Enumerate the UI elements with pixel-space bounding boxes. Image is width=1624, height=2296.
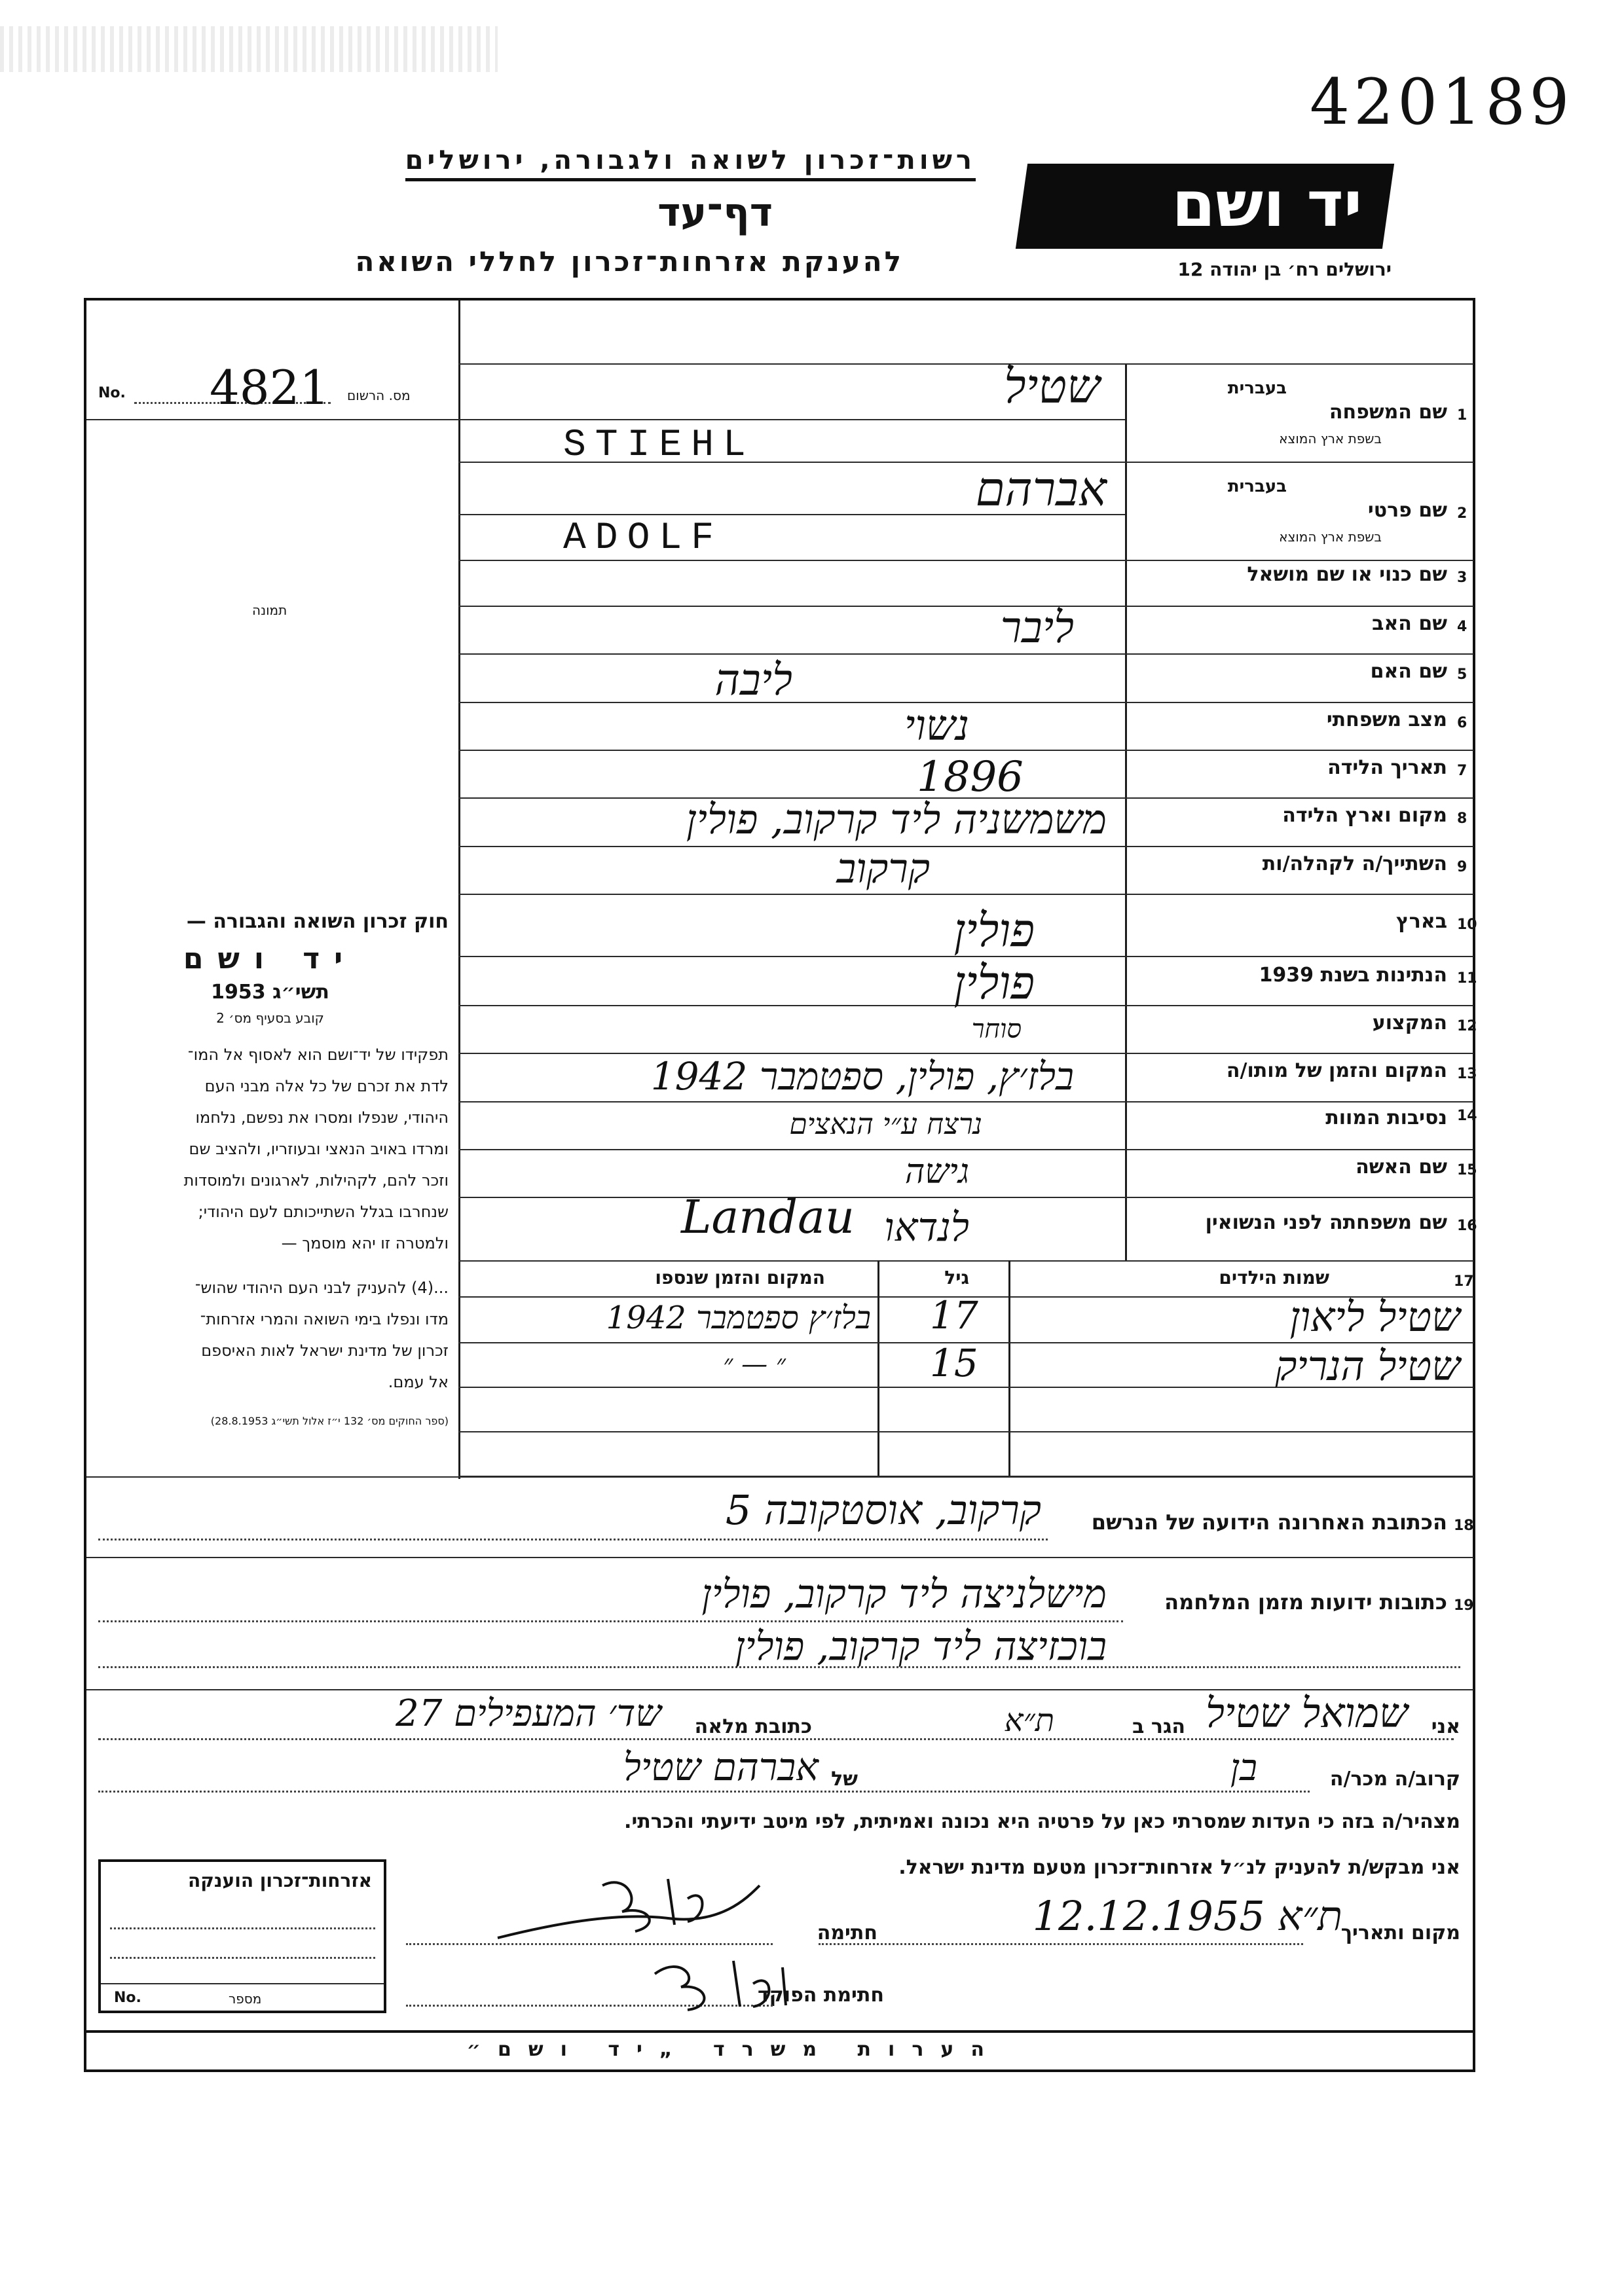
field-4-label: שם האב xyxy=(1372,612,1447,635)
decl-statement: מצהיר/ה בזה כי העדות שמסרתי כאן על פרטיה היא נכונה ואמיתית, לפי מיטב ידיעתי והכרתי. xyxy=(624,1810,1460,1833)
decl-of-label: של xyxy=(831,1768,858,1791)
field-13-number: 13 xyxy=(1457,1066,1477,1082)
address-line: ירושלים רח׳ בן יהודה 12 xyxy=(1177,259,1392,280)
law-line: שנחרבו בגלל השתייכותם לעם היהודי; xyxy=(198,1203,449,1221)
field-2-number: 2 xyxy=(1457,505,1467,522)
child-1-name: שטיל ליאון xyxy=(1289,1293,1460,1341)
granted-box xyxy=(98,1859,386,2013)
form-footer-band xyxy=(84,2033,1475,2072)
logo-text: יד ושם xyxy=(1172,168,1363,241)
law-paragraph-1 xyxy=(92,1039,449,1259)
field-2-sub-hebrew: בעברית xyxy=(1227,477,1287,496)
field-15-number: 15 xyxy=(1457,1162,1477,1178)
law-paragraph-2 xyxy=(92,1272,449,1398)
children-header-names: שמות הילדים xyxy=(1219,1267,1329,1288)
law-name: יד ושם xyxy=(183,942,358,975)
field-1-number: 1 xyxy=(1457,407,1467,424)
children-header-age: גיל xyxy=(944,1267,969,1288)
law-line: היהודי, שנפלו ומסרו את נפשם, נלחמו xyxy=(195,1108,449,1127)
officer-signature-mark xyxy=(642,1948,812,2020)
field-1-label: שם המשפחה xyxy=(1329,401,1447,424)
field-14-number: 14 xyxy=(1457,1108,1477,1124)
form-title: דף־עד xyxy=(657,190,773,236)
label-column-divider xyxy=(1125,363,1127,1260)
field-7-number: 7 xyxy=(1457,763,1467,779)
decl-ani: אני xyxy=(1431,1715,1460,1738)
field-18-dots xyxy=(98,1539,1048,1540)
decl-line-2-dots xyxy=(98,1791,1310,1793)
field-16-value-latin: Landau xyxy=(681,1190,855,1244)
decl-address: שד׳ המעפילים 27 xyxy=(396,1692,661,1735)
law-year: תשי״ג 1953 xyxy=(211,981,329,1004)
left-column-divider xyxy=(458,301,460,1479)
children-table-bottom xyxy=(86,1476,1473,1478)
law-line: זכרון של מדינת ישראל לאות האיספם xyxy=(201,1341,449,1360)
field-18-number: 18 xyxy=(1454,1518,1474,1534)
field-2-value-latin: ADOLF xyxy=(563,517,724,560)
field-12-label: המקצוע xyxy=(1372,1011,1447,1034)
decl-signature-label: חתימה xyxy=(817,1922,877,1944)
field-9-label: השתייך/ה לקהלה/ות xyxy=(1262,852,1447,875)
field-3-number: 3 xyxy=(1457,570,1467,586)
field-6-label: מצב משפחתי xyxy=(1326,708,1447,731)
field-5-value: ליבה xyxy=(714,655,792,705)
children-header-place-time: המקום והזמן שנספו xyxy=(655,1267,825,1288)
footer-notes: הערות משרד „יד ושם״ xyxy=(466,2038,1001,2061)
child-2-age: 15 xyxy=(930,1341,978,1385)
field-18-label: הכתובת האחרונה הידועה של הנרשם xyxy=(1091,1510,1447,1535)
scan-noise xyxy=(0,26,498,72)
field-8-number: 8 xyxy=(1457,811,1467,827)
decl-place-date-label: מקום ותאריך xyxy=(1340,1922,1460,1944)
photo-label: תמונה xyxy=(252,602,287,618)
row-18-bottom xyxy=(86,1557,1473,1558)
authority-title: רשות־זכרון לשואה ולגבורה, ירושלים xyxy=(405,145,976,181)
field-9-value: קרקוב xyxy=(836,845,930,892)
granted-dots xyxy=(110,1927,375,1929)
decl-city: ת״א xyxy=(1004,1702,1054,1739)
reg-no-label: No. xyxy=(98,385,126,401)
field-13-label: המקום והזמן של מותו/ה xyxy=(1226,1059,1447,1082)
children-col-divider-2 xyxy=(1008,1260,1010,1476)
field-11-number: 11 xyxy=(1457,970,1477,987)
law-title: חוק זכרון השואה והגבורה — xyxy=(186,910,449,933)
field-17-number: 17 xyxy=(1454,1273,1474,1290)
registration-underline xyxy=(86,419,458,420)
granted-mispar: מספר xyxy=(229,1991,262,2007)
field-11-label: הנתינות בשנת 1939 xyxy=(1259,964,1447,987)
field-18-value: קרקוב, אוסטקובה 5 xyxy=(725,1486,1041,1534)
field-16-label: שם משפחתה לפני הנשואין xyxy=(1205,1211,1447,1234)
law-line: מדו ונפלו בימי השואה והמרי אזרחות־ xyxy=(200,1310,449,1328)
field-2-label: שם פרטי xyxy=(1367,499,1447,522)
decl-request: אני מבקש/ת להעניק לנ״ל אזרחות־זכרון מטעם מדינת ישראל. xyxy=(898,1856,1460,1879)
field-1-value-latin: STIEHL xyxy=(563,424,755,467)
children-row-line xyxy=(458,1431,1473,1432)
field-3-label: שם כנוי או שם מושאל xyxy=(1247,563,1447,586)
law-line: תפקידו של יד־ושם הוא לאסוף אל המו־ xyxy=(187,1046,449,1064)
row-4-bottom xyxy=(458,653,1473,655)
law-line: ולמטרה זו יהא מוסמך — xyxy=(281,1234,449,1252)
field-9-number: 9 xyxy=(1457,859,1467,875)
decl-full-address-label: כתובת מלאה xyxy=(694,1715,812,1738)
child-1-place-time: בלז׳ץ ספטמבר 1942 xyxy=(606,1300,871,1336)
field-19-dots xyxy=(98,1620,1123,1622)
field-7-value: 1896 xyxy=(917,753,1024,801)
decl-line-1-dots xyxy=(98,1738,1454,1740)
field-4-value: ליבר xyxy=(1000,602,1074,653)
children-col-divider-1 xyxy=(877,1260,879,1476)
decl-relation: בן xyxy=(1230,1747,1257,1789)
field-14-label: נסיבות המוות xyxy=(1325,1106,1447,1129)
law-footnote: (ספר החוקים מס׳ 132 י״ז אלול תשי״ג 28.8.1953) xyxy=(210,1415,449,1427)
field-15-value: גישה xyxy=(904,1152,969,1192)
row-2-bottom xyxy=(458,560,1473,561)
decl-of-name: אברהם שטיל xyxy=(623,1745,819,1789)
field-8-value: משמשניה ליד קרקוב, פולין xyxy=(686,795,1107,843)
field-10-label: בארץ xyxy=(1395,910,1447,933)
field-7-label: תאריך הלידה xyxy=(1327,756,1447,779)
law-line: ...(4) להעניק לבני העם היהודי שהוש־ xyxy=(194,1279,449,1297)
law-line: וזכר להם, לקהילות, לארגונים ולמוסדות xyxy=(183,1171,449,1190)
field-4-number: 4 xyxy=(1457,619,1467,635)
field-6-number: 6 xyxy=(1457,715,1467,731)
archive-number: 420189 xyxy=(1310,65,1574,139)
field-12-number: 12 xyxy=(1457,1018,1477,1034)
granted-title: אזרחות־זכרון הוענקה xyxy=(188,1870,372,1891)
field-19-number: 19 xyxy=(1454,1597,1474,1614)
form-subtitle: להענקת אזרחות־זכרון לחללי השואה xyxy=(355,246,904,278)
row-15-bottom xyxy=(458,1197,1473,1198)
decl-officer-label: חתימת הפוקד xyxy=(758,1984,884,2007)
row-14-bottom xyxy=(458,1149,1473,1150)
child-2-place-time: ״ — ״ xyxy=(723,1349,786,1379)
field-2-sub-origin: בשפת ארץ המוצא xyxy=(1279,529,1382,545)
top-row-divider xyxy=(458,363,1473,365)
child-1-age: 17 xyxy=(930,1293,978,1338)
field-1-sub-hebrew: בעברית xyxy=(1227,378,1287,398)
law-line: אל עמם. xyxy=(388,1373,449,1391)
child-2-name: שטיל הנריק xyxy=(1275,1342,1460,1390)
decl-place-date-dots xyxy=(819,1943,1303,1945)
field-8-label: מקום וארץ הלידה xyxy=(1282,804,1447,827)
field-10-value: פולין xyxy=(953,903,1035,957)
field-19-line-2: בוכזיצה ליד קרקוב, פולין xyxy=(735,1624,1107,1669)
field-6-value: נשוי xyxy=(904,702,969,750)
field-1-value: שטיל xyxy=(1003,359,1100,414)
field-14-value: נרצח ע״י הנאצים xyxy=(789,1108,982,1141)
decl-place-date: ת״א 12.12.1955 xyxy=(1032,1892,1342,1940)
reg-label: מס. הרשום xyxy=(347,388,411,403)
decl-relation-label: קרוב/ה מכר/ה xyxy=(1329,1768,1460,1791)
row-8-bottom xyxy=(458,846,1473,847)
law-line: לדת את זכרם של כל אלה מבני העם xyxy=(204,1077,449,1095)
field-16-number: 16 xyxy=(1457,1218,1477,1234)
registration-block xyxy=(98,360,452,415)
field-5-number: 5 xyxy=(1457,666,1467,683)
row-16-bottom xyxy=(458,1260,1473,1262)
row-3-bottom xyxy=(458,606,1473,607)
row-1-midline xyxy=(458,419,1125,420)
granted-no-label: No. xyxy=(114,1990,141,2006)
field-1-sub-origin: בשפת ארץ המוצא xyxy=(1279,431,1382,446)
field-15-label: שם האשה xyxy=(1356,1156,1447,1178)
decl-declarant: שמואל שטיל xyxy=(1205,1689,1408,1737)
field-16-value: לנדאו xyxy=(884,1205,969,1250)
yad-vashem-logo xyxy=(1016,164,1394,249)
field-5-label: שם האם xyxy=(1370,660,1447,683)
granted-dots-2 xyxy=(110,1957,375,1959)
row-9-bottom xyxy=(458,894,1473,895)
row-13-bottom xyxy=(458,1101,1473,1102)
field-13-value: בלז׳ץ, פולין, ספטמבר 1942 xyxy=(650,1054,1074,1099)
granted-divider xyxy=(101,1983,384,1984)
field-11-value: פולין xyxy=(953,956,1035,1010)
field-12-value: סוחר xyxy=(971,1014,1022,1044)
field-10-number: 10 xyxy=(1457,917,1477,933)
field-19-label: כתובות ידועות מזמן המלחמה xyxy=(1164,1590,1447,1614)
law-clause: קובע בסעיף מס׳ 2 xyxy=(216,1010,324,1026)
field-19-line-1: מישלניצה ליד קרקוב, פולין xyxy=(701,1571,1107,1617)
field-2-value: אברהם xyxy=(975,462,1107,517)
reg-number: 4821 xyxy=(210,360,330,415)
law-line: ומרדו באויב הנאצי ובעוזריו, ולהציב שם xyxy=(189,1140,449,1158)
decl-resides-label: הגר ב xyxy=(1132,1715,1185,1738)
law-block xyxy=(92,910,449,1427)
